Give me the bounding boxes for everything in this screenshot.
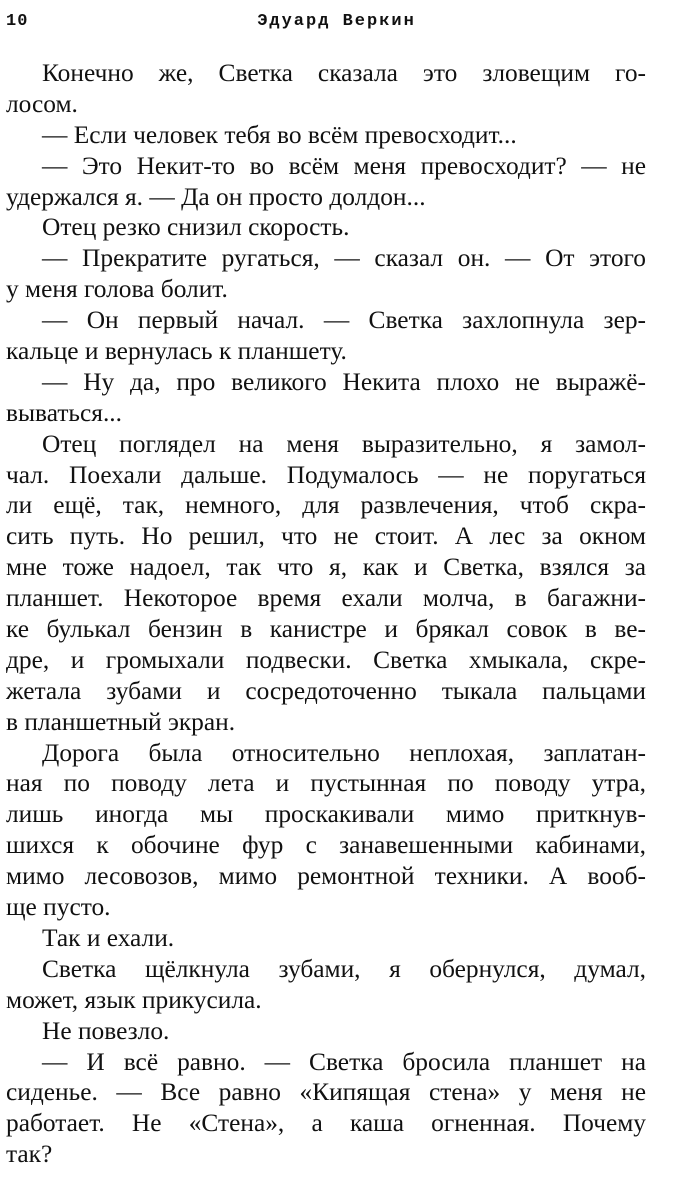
text-line: — Он первый начал. — Светка захлопнула зер-: [42, 306, 646, 335]
text-line: кальце и вернулась к планшету.: [6, 337, 347, 366]
text-line: жетала зубами и сосредоточенно тыкала пальцами: [6, 676, 646, 705]
text-line: мне тоже надоел, так что я, как и Светка, взялся за: [6, 553, 646, 582]
text-line: — Прекратите ругаться, — сказал он. — От этого: [42, 244, 646, 273]
text-line: ще пусто.: [6, 893, 111, 922]
text-line: — Если человек тебя во всём превосходит...: [42, 120, 517, 149]
text-line: Так и ехали.: [42, 923, 175, 952]
text-line: шихся к обочине фур с занавешенными кабинами,: [6, 831, 646, 860]
text-line: лишь иногда мы проскакивали мимо приткнув-: [6, 800, 646, 829]
text-line: в планшетный экран.: [6, 707, 236, 736]
text-line: Не повезло.: [42, 1016, 170, 1045]
text-line: удержался я. — Да он просто долдон...: [6, 182, 426, 211]
text-line: вываться...: [6, 398, 122, 427]
text-line: ке булькал бензин в канистре и брякал совок в ве-: [6, 615, 646, 644]
text-line: — Ну да, про великого Некита плохо не выражё-: [42, 367, 646, 396]
text-line: мимо лесовозов, мимо ремонтной техники. А вооб-: [6, 862, 646, 891]
text-line: у меня голова болит.: [6, 275, 228, 304]
running-head: [6, 12, 667, 36]
text-line: — И всё равно. — Светка бросила планшет на: [42, 1047, 646, 1076]
text-line: Отец поглядел на меня выразительно, я замол-: [42, 429, 646, 458]
page-number: 10: [6, 12, 29, 31]
text-line: так?: [6, 1140, 53, 1169]
text-line: — Это Некит-то во всём меня превосходит? — не: [42, 151, 646, 180]
text-line: планшет. Некоторое время ехали молча, в багажни-: [6, 584, 646, 613]
text-line: Светка щёлкнула зубами, я обернулся, думал,: [42, 954, 646, 983]
text-body: [6, 58, 646, 1170]
text-line: Конечно же, Светка сказала это зловещим го-: [42, 59, 646, 87]
text-line: чал. Поехали дальше. Подумалось — не поругаться: [6, 460, 646, 489]
text-line: сить путь. Но решил, что не стоит. А лес за окном: [6, 522, 646, 551]
book-author: Эдуард Веркин: [257, 12, 416, 31]
text-line: лосом.: [6, 89, 78, 118]
text-line: ли ещё, так, немного, для развлечения, чтоб скра-: [6, 491, 646, 520]
text-line: Дорога была относительно неплохая, заплатан-: [42, 738, 646, 767]
text-line: дре, и громыхали подвески. Светка хмыкала, скре-: [6, 645, 646, 674]
text-line: работает. Не «Стена», а каша огненная. Почему: [6, 1109, 646, 1138]
text-line: Отец резко снизил скорость.: [42, 213, 350, 242]
text-line: ная по поводу лета и пустынная по поводу утра,: [6, 769, 646, 798]
text-line: может, язык прикусила.: [6, 985, 262, 1014]
text-line: сиденье. — Все равно «Кипящая стена» у меня не: [6, 1078, 646, 1107]
